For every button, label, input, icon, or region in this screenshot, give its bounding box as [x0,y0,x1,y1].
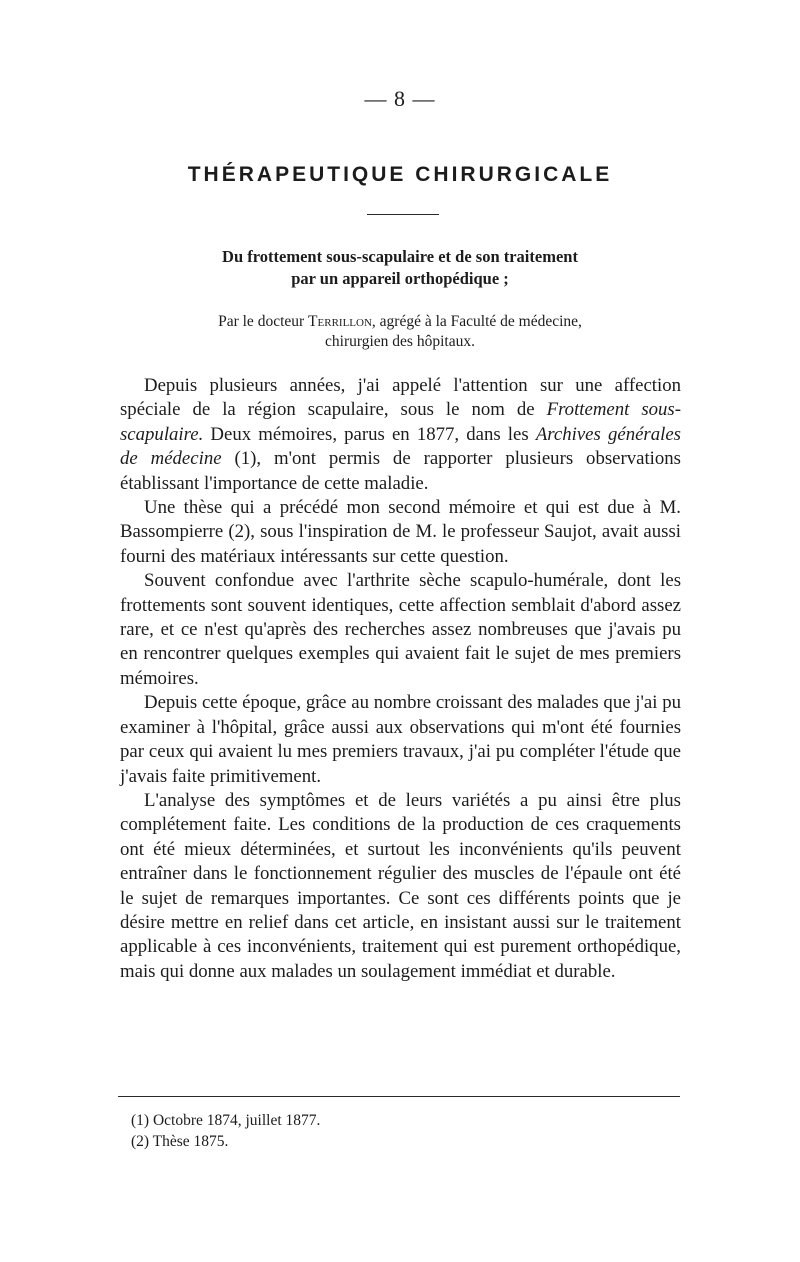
paragraph-1-text-a: Depuis plusieurs années, j'ai appelé l'attention sur une affection spéciale de la région scapulaire, sous le nom de [120,375,681,421]
paragraph-1-text-c: (1), m'ont permis de rapporter plusieurs observations établissant l'importance de cette maladie. [120,448,681,494]
section-title: THÉRAPEUTIQUE CHIRURGICALE [187,163,613,186]
page-number: — 8 — [364,86,436,111]
paragraph-5: L'analyse des symptômes et de leurs variétés a pu ainsi être plus complétement faite. Les conditions de la production de ces craquements ont été mieux déterminées, et surtout les inconvénients qu'ils peuvent entraîner dans le fonctionnement régulier des muscles de l'épaule ont été le sujet de remarques importantes. Ce sont ces différents points que je désire mettre en relief dans cet article, en insistant aussi sur le traitement applicable à ces inconvénients, traitement qui est purement orthopédique, mais qui donne aux malades un soulagement immédiat et durable. [120,789,681,982]
article-body [120,374,681,984]
footnote-2: (2) Thèse 1875. [131,1133,229,1150]
paragraph-1 [120,374,681,496]
title-separator-rule [367,214,439,215]
footnotes [131,1110,671,1152]
paragraph-1-italic-a: Frottement sous-scapulaire. [120,399,681,445]
paragraph-1-text-b: Deux mémoires, parus en 1877, dans les [203,423,536,445]
paragraph-4: Depuis cette époque, grâce au nombre croissant des malades que j'ai pu examiner à l'hôpital, grâce aussi aux observations qui m'ont été fournies par ceux qui avaient lu mes premiers travaux, j'ai pu compléter l'étude que j'avais faite primitivement. [120,692,681,787]
paragraph-2: Une thèse qui a précédé mon second mémoire et qui est due à M. Bassompierre (2), sous l'inspiration de M. le professeur Saujot, avait aussi fourni des matériaux intéressants sur cette question. [120,497,681,567]
article-title [120,246,680,290]
byline-line-2: chirurgien des hôpitaux. [325,333,475,350]
byline-line-1 [120,312,680,332]
author-byline [120,312,680,352]
author-name: Terrillon [308,313,372,330]
footnote-separator-rule [118,1096,680,1097]
article-title-line-1: Du frottement sous-scapulaire et de son traitement [222,247,578,266]
paragraph-1-italic-b: Archives générales de médecine [120,423,681,470]
byline-suffix: , agrégé à la Faculté de médecine, [371,313,582,330]
footnote-1: (1) Octobre 1874, juillet 1877. [131,1112,321,1129]
article-title-line-2: par un appareil orthopédique ; [291,269,509,288]
byline-prefix: Par le docteur [218,313,309,330]
paragraph-3: Souvent confondue avec l'arthrite sèche scapulo-humérale, dont les frottements sont souvent identiques, cette affection semblait d'abord assez rare, et ce n'est qu'après des recherches assez nombreuses que j'avais pu en rencontrer quelques exemples qui avaient fait le sujet de mes premiers mémoires. [120,570,681,689]
